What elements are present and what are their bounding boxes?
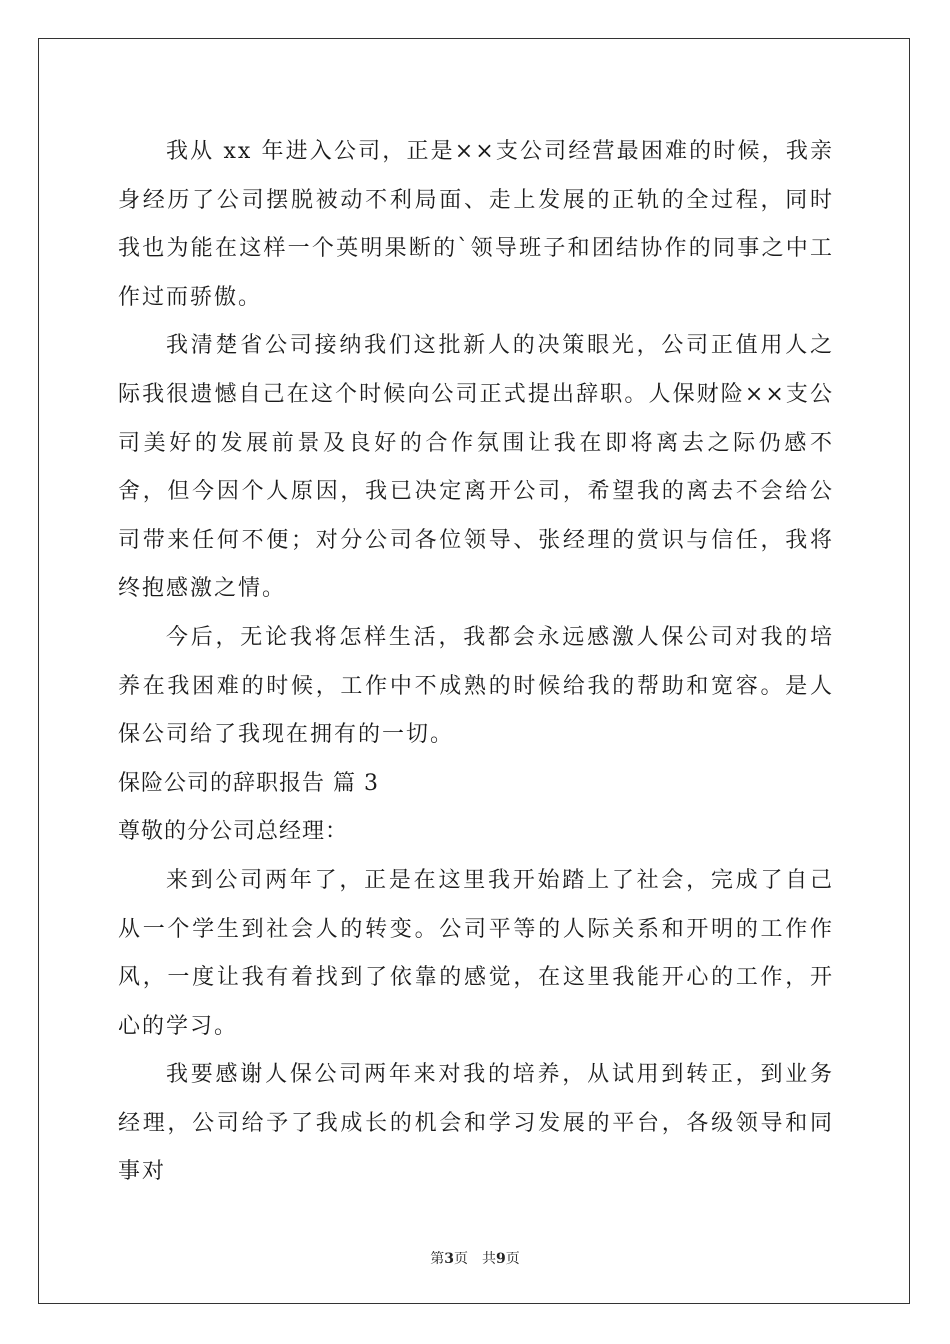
document-body: [118, 128, 834, 1197]
total-prefix: 共: [482, 1251, 496, 1267]
page-footer: [0, 1250, 950, 1268]
section-heading: 保险公司的辞职报告 篇 3: [118, 770, 379, 796]
paragraph-4: 来到公司两年了，正是在这里我开始踏上了社会，完成了自己从一个学生到社会人的转变。公司平等的人际关系和开明的工作作风，一度让我有着找到了依靠的感觉，在这里我能开心的工作，开心的学习。: [118, 867, 834, 1039]
current-page-number: 3: [444, 1251, 454, 1267]
paragraph-1: 我从 xx 年进入公司，正是××支公司经营最困难的时候，我亲身经历了公司摆脱被动不利局面、走上发展的正轨的全过程，同时我也为能在这样一个英明果断的`领导班子和团结协作的同事之中工作过而骄傲。: [118, 139, 834, 310]
page-suffix: 页: [454, 1251, 468, 1267]
total-suffix: 页: [505, 1251, 520, 1267]
page-prefix: 第: [430, 1251, 445, 1267]
salutation: 尊敬的分公司总经理：: [118, 819, 349, 845]
total-pages-number: 9: [496, 1251, 506, 1267]
paragraph-2: 我清楚省公司接纳我们这批新人的决策眼光，公司正值用人之际我很遗憾自己在这个时候向公司正式提出辞职。人保财险××支公司美好的发展前景及良好的合作氛围让我在即将离去之际仍感不舍，但今因个人原因，我已决定离开公司，希望我的离去不会给公司带来任何不便；对分公司各位领导、张经理的赏识与信任，我将终抱感激之情。: [118, 333, 834, 602]
paragraph-5: 我要感谢人保公司两年来对我的培养，从试用到转正，到业务经理，公司给予了我成长的机会和学习发展的平台，各级领导和同事对: [118, 1062, 834, 1185]
paragraph-3: 今后，无论我将怎样生活，我都会永远感激人保公司对我的培养在我困难的时候，工作中不成熟的时候给我的帮助和宽容。是人保公司给了我现在拥有的一切。: [118, 624, 834, 748]
